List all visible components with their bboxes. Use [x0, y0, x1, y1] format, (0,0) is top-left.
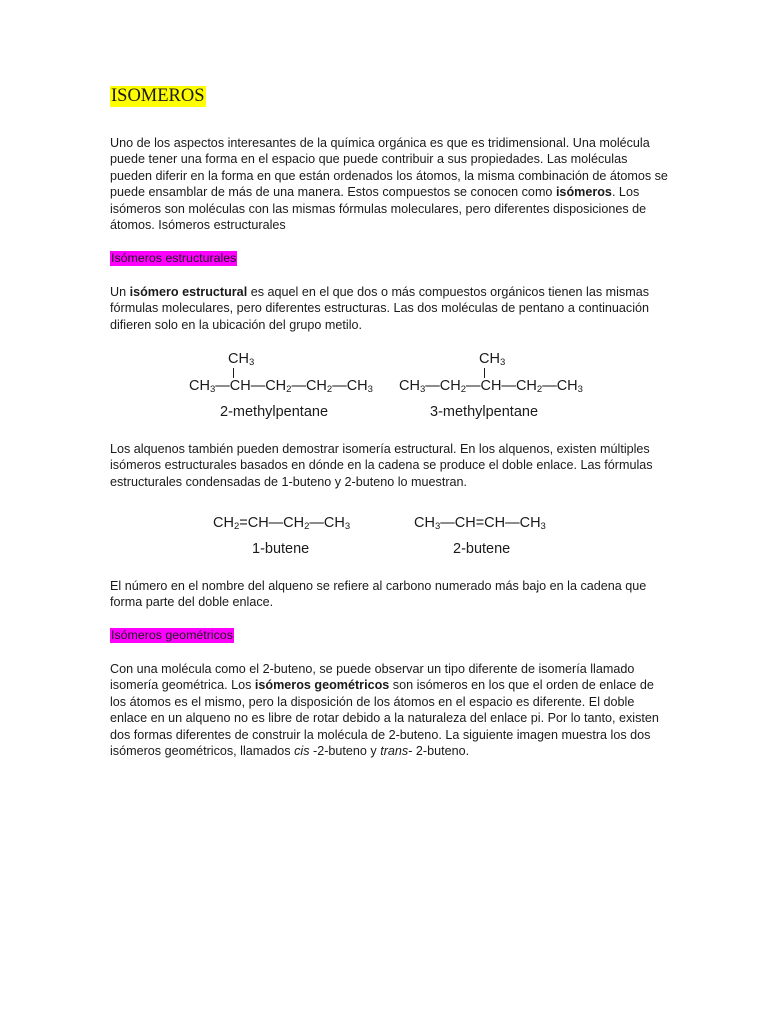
term-isomeros: isómeros — [555, 185, 612, 200]
alkene-number-paragraph: El número en el nombre del alqueno se refiere al carbono numerado más bajo en la cadena que forma parte del doble enlace. — [110, 579, 647, 610]
methyl-branch-right: $CH_3$ — [479, 351, 506, 368]
2-methylpentane-caption: 2-methylpentane — [220, 404, 329, 420]
2-butene-caption: 2-butene — [453, 541, 511, 557]
geometric-isomer-paragraph: Con una molécula como el 2-buteno, se puede observar un tipo diferente de isomería llamado isomería geométrica. Los isómeros geométricos son isómeros en los que el orden de enlace de los átomos es el mismo, pero la disposición de los átomos en el espacio es diferente. El doble enlace en un alqueno no es libre de rotar debido a la naturaleza del enlace pi. Por lo tanto, existen dos formas diferentes de construir la molécula de 2-buteno. La siguiente imagen muestra los dos isómeros geométricos, llamados cis -2-buteno y trans- 2-buteno. — [110, 662, 659, 759]
methyl-branch-left: $CH_3$ — [228, 351, 255, 368]
branch-bond-right — [484, 368, 485, 378]
2-methylpentane-formula: $CH_3—CH—CH_2—CH_2—CH_3$ — [189, 378, 373, 395]
term-geometric-isomers: isómeros geométricos — [254, 678, 390, 693]
2-butene-formula: $CH_3—CH=CH—CH_3$ — [414, 515, 546, 532]
term-cis: cis — [294, 744, 310, 759]
3-methylpentane-formula: $CH_3—CH_2—CH—CH_2—CH_3$ — [399, 378, 583, 395]
heading-geometric-isomers: Isómeros geométricos — [111, 628, 233, 642]
document-title: ISOMEROS — [111, 86, 205, 106]
heading-structural-isomers: Isómeros estructurales — [111, 251, 237, 265]
alkenes-paragraph: Los alquenos también pueden demostrar isomería estructural. En los alquenos, existen múltiples isómeros estructurales basados en dónde en la cadena se produce el doble enlace. Las fórmulas estructurales condensadas de 1-buteno y 2-buteno lo muestran. — [110, 442, 653, 489]
structural-isomer-paragraph: Un isómero estructural es aquel en el que dos o más compuestos orgánicos tienen las mismas fórmulas moleculares, pero diferentes estructuras. Las dos moléculas de pentano a continuación difieren solo en la ubicación del grupo metilo. — [110, 285, 650, 332]
intro-paragraph: Uno de los aspectos interesantes de la química orgánica es que es tridimensional. Una molécula puede tener una forma en el espacio que puede contribuir a sus propiedades. Las moléculas pueden diferir en la forma en que están ordenados los átomos, la misma combinación de átomos se puede ensamblar de más de una manera. Estos compuestos se conocen como isómeros. Los isómeros son moléculas con las mismas fórmulas moleculares, pero diferentes disposiciones de átomos. Isómeros estructurales — [110, 136, 668, 233]
branch-bond-left — [233, 368, 234, 378]
3-methylpentane-caption: 3-methylpentane — [430, 404, 539, 420]
term-structural-isomer: isómero estructural — [129, 285, 248, 299]
term-trans: trans — [380, 744, 409, 759]
1-butene-caption: 1-butene — [252, 541, 310, 557]
1-butene-formula: $CH_2=CH—CH_2—CH_3$ — [213, 515, 351, 532]
